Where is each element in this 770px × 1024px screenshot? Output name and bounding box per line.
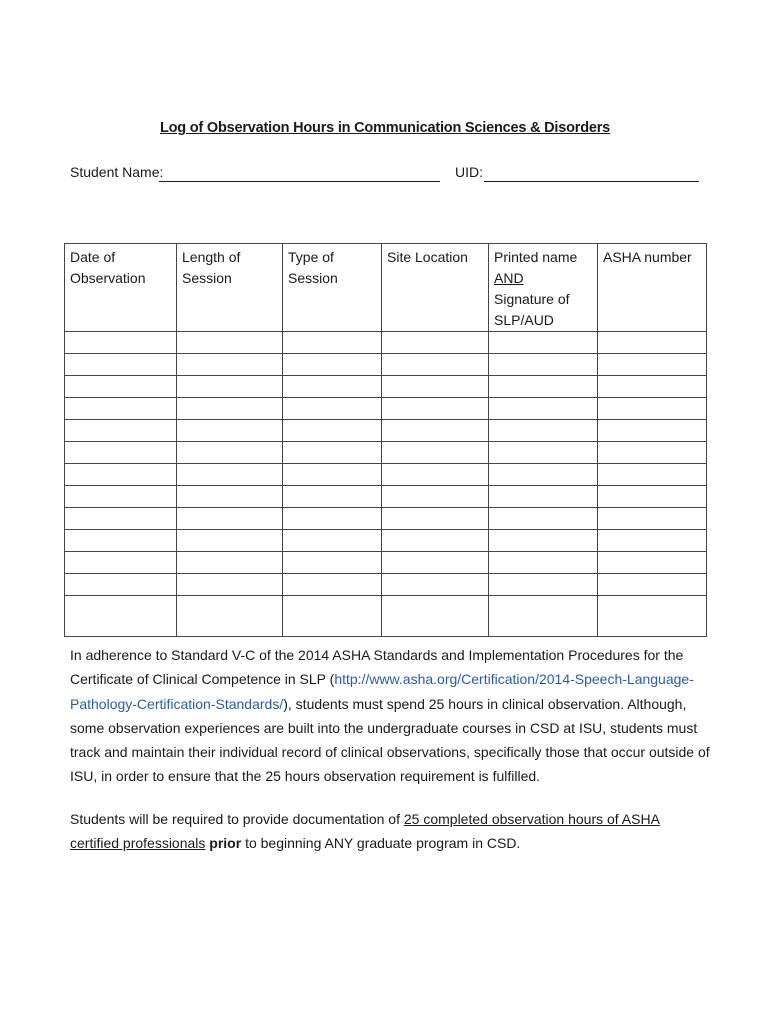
table-cell[interactable]: [65, 574, 177, 596]
table-cell[interactable]: [598, 574, 707, 596]
header-site: Site Location: [382, 244, 489, 332]
table-cell[interactable]: [382, 442, 489, 464]
requirement-end: to beginning ANY graduate program in CSD.: [241, 835, 521, 852]
student-name-label: Student Name:: [70, 164, 164, 180]
header-printed-name-label: Printed name: [494, 249, 578, 265]
table-cell[interactable]: [382, 420, 489, 442]
table-cell[interactable]: [283, 464, 382, 486]
header-date: Date of Observation: [65, 244, 177, 332]
paragraph-intro: In adherence to Standard V-C of the 2014 ASHA Standards and Implementation Procedures for the Certificate of Clinical Competence in SLP (: [70, 647, 684, 688]
table-row: [65, 464, 707, 486]
table-cell[interactable]: [382, 398, 489, 420]
table-cell[interactable]: [283, 398, 382, 420]
table-cell[interactable]: [283, 574, 382, 596]
table-cell[interactable]: [598, 332, 707, 354]
table-cell[interactable]: [598, 596, 707, 637]
table-cell[interactable]: [489, 464, 598, 486]
table-cell[interactable]: [382, 332, 489, 354]
table-cell[interactable]: [65, 596, 177, 637]
table-cell[interactable]: [382, 354, 489, 376]
table-cell[interactable]: [283, 376, 382, 398]
table-cell[interactable]: [382, 508, 489, 530]
table-cell[interactable]: [489, 332, 598, 354]
table-cell[interactable]: [65, 508, 177, 530]
table-cell[interactable]: [283, 552, 382, 574]
table-cell[interactable]: [177, 354, 283, 376]
header-length: Length of Session: [177, 244, 283, 332]
table-body: [65, 332, 707, 637]
table-cell[interactable]: [489, 508, 598, 530]
requirement-prior: prior: [209, 835, 242, 852]
table-cell[interactable]: [177, 574, 283, 596]
requirement-intro: Students will be required to provide documentation of: [70, 811, 404, 827]
table-row: [65, 530, 707, 552]
table-cell[interactable]: [177, 596, 283, 637]
requirement-hours: 25 completed observation hours of ASHA certified professionals: [70, 811, 660, 852]
table-cell[interactable]: [598, 486, 707, 508]
table-cell[interactable]: [489, 398, 598, 420]
table-cell[interactable]: [283, 332, 382, 354]
table-cell[interactable]: [598, 530, 707, 552]
asha-link[interactable]: http://www.asha.org/Certification/2014-Speech-Language-Pathology-Certification-Standards/: [70, 671, 694, 712]
table-cell[interactable]: [489, 354, 598, 376]
table-cell[interactable]: [283, 486, 382, 508]
table-cell[interactable]: [283, 530, 382, 552]
table-row: [65, 398, 707, 420]
uid-label: UID:: [455, 164, 483, 180]
table-row: [65, 486, 707, 508]
standards-paragraph: [70, 643, 710, 789]
table-cell[interactable]: [177, 508, 283, 530]
table-row: [65, 354, 707, 376]
table-cell[interactable]: [382, 486, 489, 508]
table-cell[interactable]: [382, 574, 489, 596]
table-cell[interactable]: [65, 442, 177, 464]
table-cell[interactable]: [598, 464, 707, 486]
table-cell[interactable]: [65, 376, 177, 398]
table-cell[interactable]: [489, 442, 598, 464]
table-cell[interactable]: [489, 574, 598, 596]
table-cell[interactable]: [489, 596, 598, 637]
table-row: [65, 574, 707, 596]
table-cell[interactable]: [598, 552, 707, 574]
table-cell[interactable]: [177, 530, 283, 552]
header-printed-name: [489, 244, 598, 332]
table-cell[interactable]: [489, 376, 598, 398]
student-name-field[interactable]: [159, 181, 440, 182]
table-cell[interactable]: [65, 354, 177, 376]
table-cell[interactable]: [65, 398, 177, 420]
table-cell[interactable]: [177, 552, 283, 574]
table-cell[interactable]: [283, 596, 382, 637]
table-cell[interactable]: [283, 420, 382, 442]
table-cell[interactable]: [489, 420, 598, 442]
table-cell[interactable]: [489, 486, 598, 508]
table-row: [65, 420, 707, 442]
header-signature-label: Signature of SLP/AUD: [494, 291, 570, 328]
requirement-paragraph: [70, 807, 710, 856]
table-cell[interactable]: [283, 442, 382, 464]
table-header-row: [65, 244, 707, 332]
table-cell[interactable]: [598, 354, 707, 376]
table-cell[interactable]: [382, 530, 489, 552]
table-cell[interactable]: [177, 332, 283, 354]
table-row: [65, 596, 707, 637]
table-cell[interactable]: [598, 398, 707, 420]
header-type: Type of Session: [283, 244, 382, 332]
table-cell[interactable]: [598, 376, 707, 398]
table-cell[interactable]: [382, 376, 489, 398]
table-cell[interactable]: [598, 442, 707, 464]
table-cell[interactable]: [177, 398, 283, 420]
header-and-label: AND: [494, 270, 524, 286]
table-cell[interactable]: [177, 376, 283, 398]
table-cell[interactable]: [489, 552, 598, 574]
table-cell[interactable]: [382, 464, 489, 486]
table-cell[interactable]: [283, 508, 382, 530]
table-row: [65, 332, 707, 354]
table-row: [65, 552, 707, 574]
paragraph-body: ), students must spend 25 hours in clinical observation. Although, some observation experiences are built into the undergraduate courses in CSD at ISU, students must track and maintain their individual record of clinical observations, specifically those that occur outside of ISU, in order to ensure that the 25 hours observation requirement is fulfilled.: [70, 695, 710, 785]
table-cell[interactable]: [177, 486, 283, 508]
table-cell[interactable]: [65, 464, 177, 486]
table-cell[interactable]: [65, 486, 177, 508]
table-cell[interactable]: [65, 530, 177, 552]
uid-field[interactable]: [484, 181, 699, 182]
table-cell[interactable]: [65, 332, 177, 354]
table-row: [65, 442, 707, 464]
table-cell[interactable]: [177, 464, 283, 486]
table-cell[interactable]: [489, 530, 598, 552]
table-cell[interactable]: [65, 552, 177, 574]
table-row: [65, 376, 707, 398]
table-row: [65, 508, 707, 530]
table-cell[interactable]: [177, 442, 283, 464]
table-cell[interactable]: [283, 354, 382, 376]
table-cell[interactable]: [177, 420, 283, 442]
table-cell[interactable]: [598, 420, 707, 442]
table-cell[interactable]: [65, 420, 177, 442]
page-title: Log of Observation Hours in Communication Sciences & Disorders: [159, 120, 611, 136]
table-cell[interactable]: [598, 508, 707, 530]
observation-log-table: [64, 243, 707, 637]
header-asha: ASHA number: [598, 244, 707, 332]
table-cell[interactable]: [382, 552, 489, 574]
table-cell[interactable]: [382, 596, 489, 637]
